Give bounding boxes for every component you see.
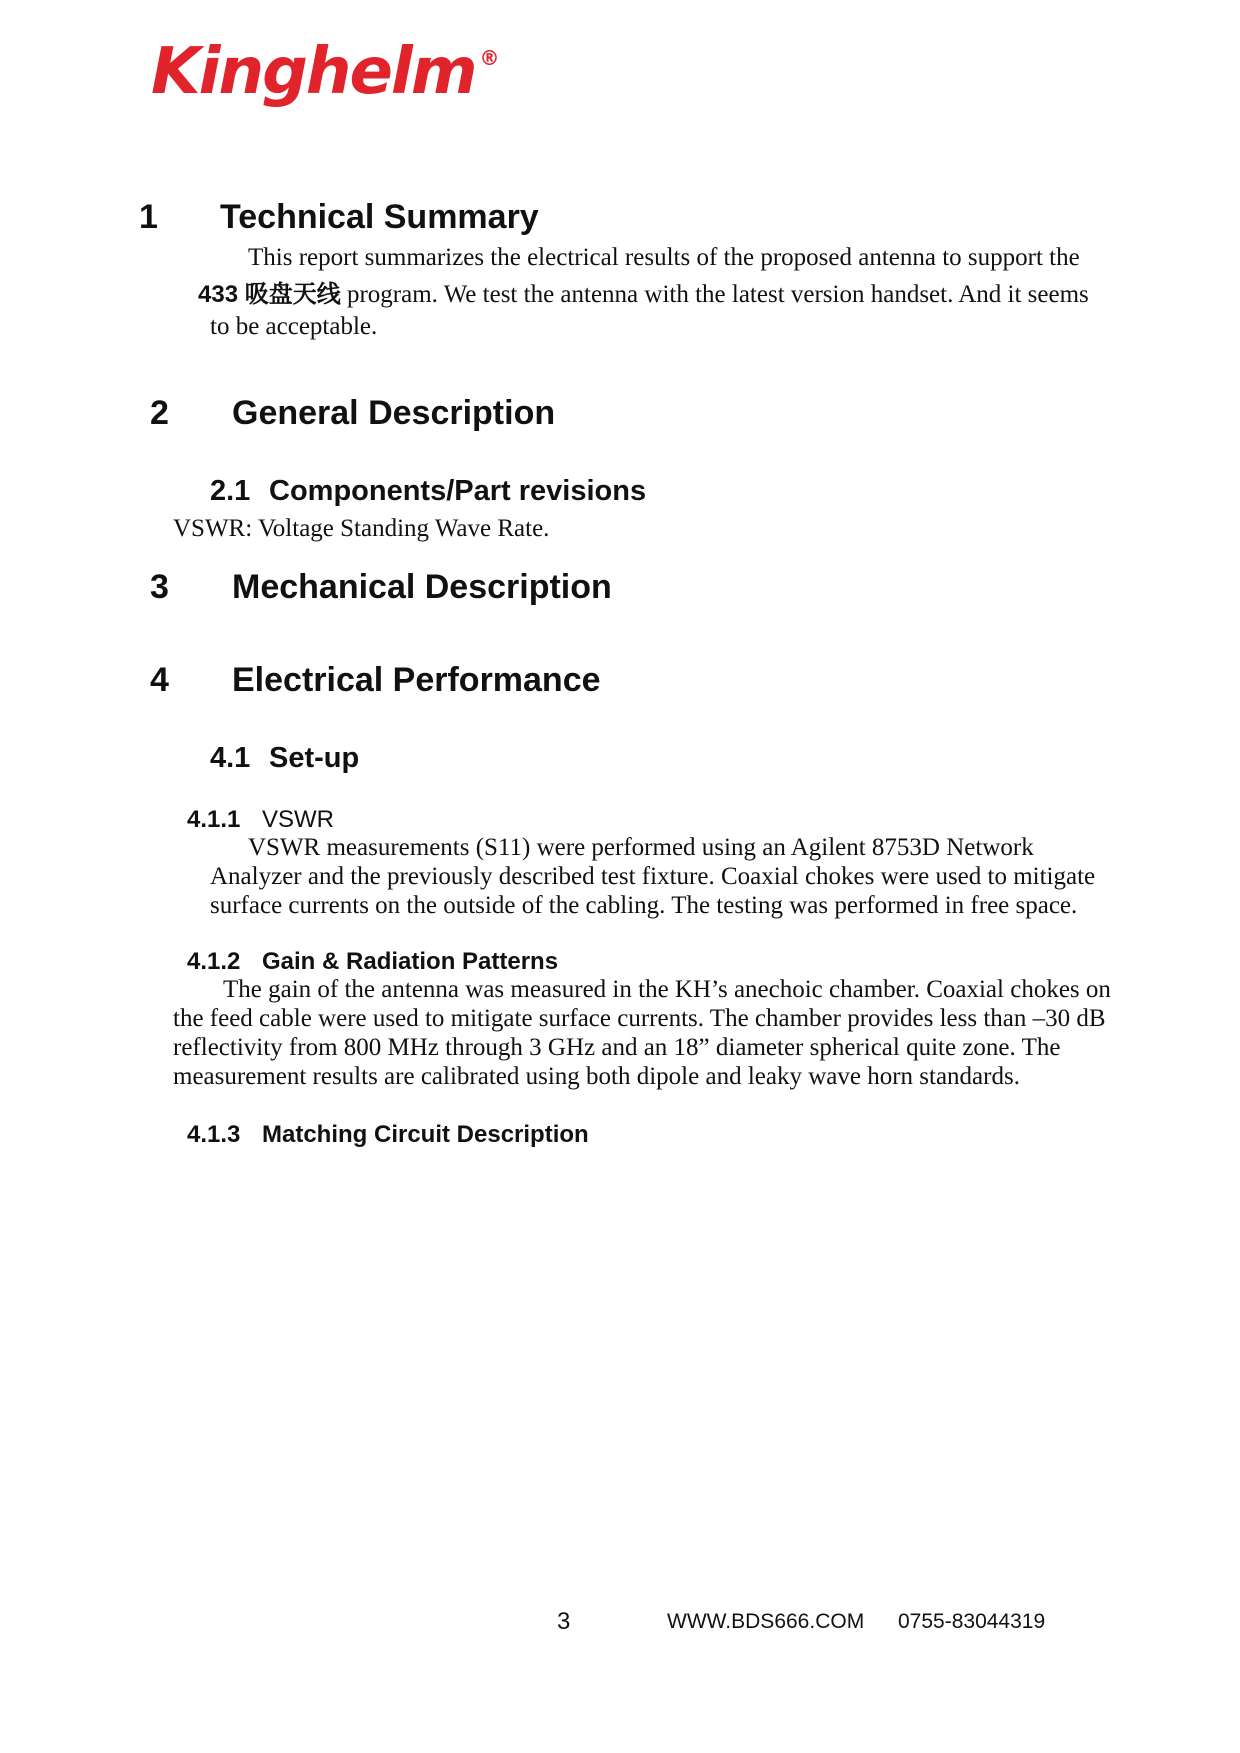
section-4-1-3-title: Matching Circuit Description	[262, 1121, 589, 1148]
section-4-1-1-body	[210, 833, 1095, 920]
section-4-1-2-line: The gain of the antenna was measured in the KH’s anechoic chamber. Coaxial chokes on	[223, 976, 1111, 1003]
section-2-1-number: 2.1	[210, 475, 251, 507]
footer-phone: 0755-83044319	[898, 1610, 1046, 1633]
section-4-1-2-number: 4.1.2	[187, 948, 241, 975]
section-4-1-2-title: Gain & Radiation Patterns	[262, 948, 559, 975]
registered-mark: ®	[479, 46, 498, 70]
brand-logo	[151, 35, 498, 109]
section-1-line-2-rest: program. We test the antenna with the latest version handset. And it seems	[340, 281, 1089, 308]
section-4-1-1-line: VSWR measurements (S11) were performed using an Agilent 8753D Network	[248, 834, 1034, 861]
section-1-line-2	[198, 274, 1089, 309]
section-4-1-2-line: the feed cable were used to mitigate surface currents. The chamber provides less than –30 dB	[173, 1005, 1106, 1032]
project-name: 433 吸盘天线	[198, 281, 341, 308]
section-4-1-1-line: Analyzer and the previously described test fixture. Coaxial chokes were used to mitigate	[210, 863, 1096, 890]
section-4-1-2-line: reflectivity from 800 MHz through 3 GHz and an 18” diameter spherical quite zone. The	[173, 1034, 1061, 1061]
section-2-number: 2	[150, 394, 169, 432]
section-3-title: Mechanical Description	[232, 568, 612, 606]
section-2-1-text: VSWR: Voltage Standing Wave Rate.	[173, 515, 550, 542]
brand-name: Kinghelm	[151, 35, 476, 109]
section-4-1-number: 4.1	[210, 742, 251, 774]
section-4-1-2-line: measurement results are calibrated using both dipole and leaky wave horn standards.	[173, 1063, 1020, 1090]
section-1-title: Technical Summary	[220, 198, 539, 236]
footer-website: WWW.BDS666.COM	[667, 1610, 865, 1633]
page-number: 3	[557, 1608, 571, 1635]
section-4-1-3-number: 4.1.3	[187, 1121, 241, 1148]
section-2-title: General Description	[232, 394, 556, 432]
section-4-1-1-number: 4.1.1	[187, 806, 241, 833]
section-2-1-title: Components/Part revisions	[269, 475, 647, 507]
section-4-1-1-title: VSWR	[262, 806, 334, 833]
section-4-number: 4	[150, 661, 169, 699]
section-1-number: 1	[139, 198, 158, 236]
section-3-number: 3	[150, 568, 169, 606]
section-1-line-3: to be acceptable.	[210, 313, 378, 340]
section-1-line-1: This report summarizes the electrical results of the proposed antenna to support the	[248, 244, 1080, 271]
section-4-1-title: Set-up	[269, 742, 360, 774]
section-4-1-2-body	[173, 975, 1111, 1091]
section-4-title: Electrical Performance	[232, 661, 601, 699]
section-4-1-1-line: surface currents on the outside of the cabling. The testing was performed in free space.	[210, 892, 1078, 919]
